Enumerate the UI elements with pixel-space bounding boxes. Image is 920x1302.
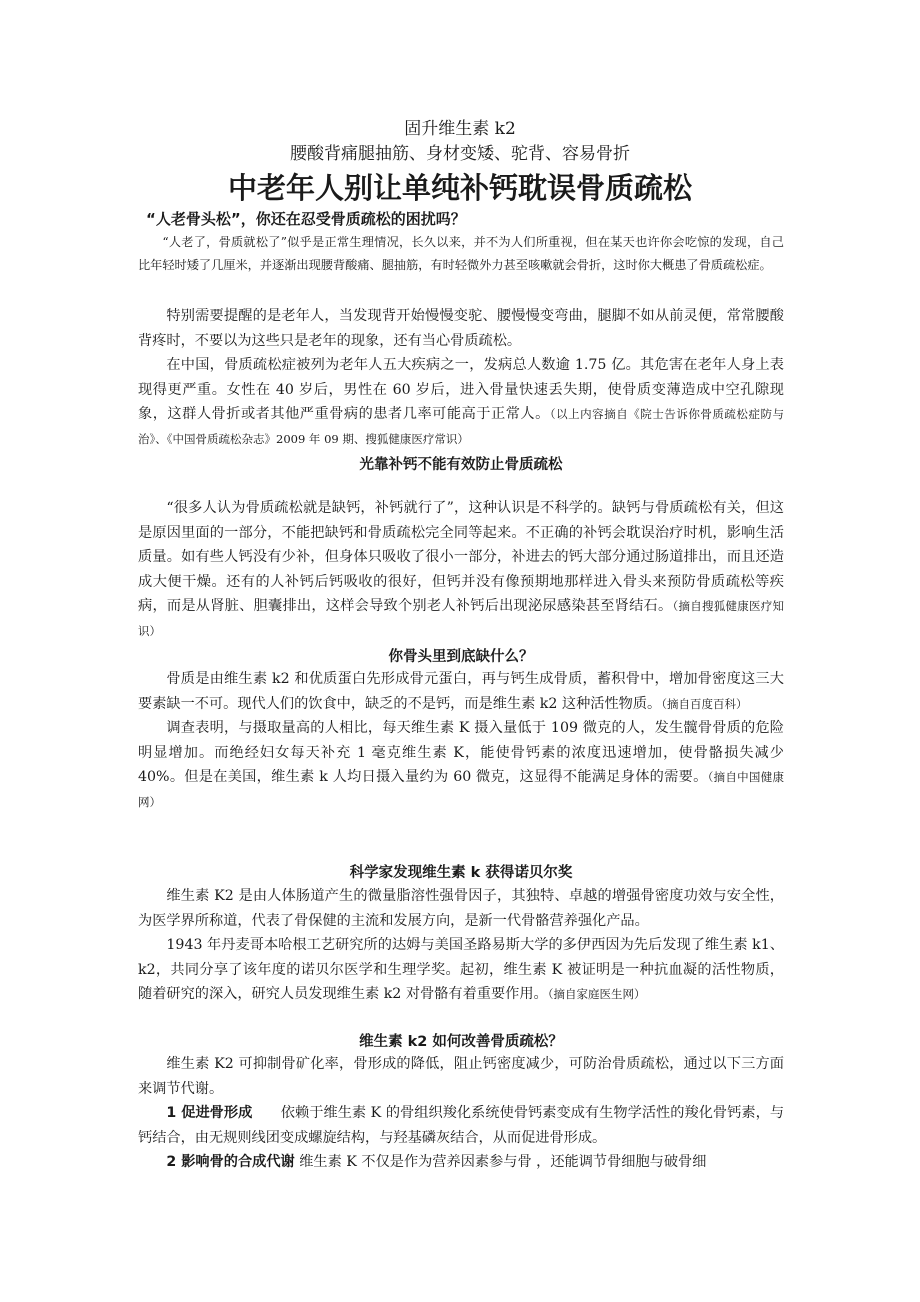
- section3-paragraph-2-text: 调查表明，与摄取量高的人相比，每天维生素 K 摄入量低于 109 微克的人，发生髋骨骨质的危险明显增加。而绝经妇女每天补充 1 毫克维生素 K，能使骨钙素的浓度迅速增加，使骨骼损失减少 40%。但是在美国，维生素 k 人均日摄入量约为 60 微克，这显得不能满足身体的需要。: [138, 720, 784, 785]
- section4-paragraph-1: 维生素 K2 是由人体肠道产生的微量脂溶性强骨因子，其独特、卓越的增强骨密度功效与安全性，为医学界所称道，代表了骨保健的主流和发展方向，是新一代骨骼营养强化产品。: [138, 888, 784, 929]
- section5-item-1-text: 依赖于维生素 K 的骨组织羧化系统使骨钙素变成有生物学活性的羧化骨钙素，与钙结合，由无规则线团变成螺旋结构，与羟基磷灰结合，从而促进骨形成。: [138, 1105, 785, 1146]
- section5-item-1-lead: 1 促进骨形成: [166, 1105, 253, 1121]
- section3-paragraph-2: [138, 716, 784, 814]
- section2-citation: （摘自搜狐健康医疗知识）: [138, 599, 784, 638]
- section2-paragraph-1-text: “很多人认为骨质疏松就是缺钙，补钙就行了”，这种认识是不科学的。缺钙与骨质疏松有关，但这是原因里面的一部分，不能把缺钙和骨质疏松完全同等起来。不正确的补钙会耽误治疗时机，影响生活质量。如有些人钙没有少补，但身体只吸收了很小一部分，补进去的钙大部分通过肠道排出，而且还造成大便干燥。还有的人补钙后钙吸收的很好，但钙并没有像预期地那样进入骨头来预防骨质疏松等疾病，而是从肾脏、胆囊排出，这样会导致个别老人补钙后出现泌尿感染甚至肾结石。: [138, 500, 784, 614]
- section1-heading: “人老骨头松”，你还在忍受骨质疏松的困扰吗？: [146, 210, 466, 228]
- section1-paragraph-3: [138, 353, 784, 451]
- symptom-subtitle: 腰酸背痛腿抽筋、身材变矮、驼背、容易骨折: [290, 144, 630, 164]
- section4-paragraph-2-text: 1943 年丹麦哥本哈根工艺研究所的达姆与美国圣路易斯大学的多伊西因为先后发现了维生素 k1、k2，共同分享了该年度的诺贝尔医学和生理学奖。起初，维生素 K 被证明是一种抗血凝的活性物质，随着研究的深入，研究人员发现维生素 k2 对骨骼有着重要作用。: [138, 937, 784, 1002]
- section3-body: [138, 667, 784, 814]
- section2-body: [138, 496, 784, 643]
- section5-item-2-text: 维生素 K 不仅是作为营养因素参与骨 ，还能调节骨细胞与破骨细: [294, 1154, 707, 1170]
- product-name: 固升维生素 k2: [404, 119, 516, 139]
- section1-heading-wrap: [146, 208, 792, 229]
- section3-paragraph-1-text: 骨质是由维生素 k2 和优质蛋白先形成骨元蛋白，再与钙生成骨质，蓄积骨中，增加骨密度这三大要素缺一不可。现代人们的饮食中，缺乏的不是钙，而是维生素 k2 这种活性物质。: [138, 671, 784, 712]
- section5-item-2: [138, 1150, 784, 1175]
- section1-paragraph-1: “人老了，骨质就松了”似乎是正常生理情况，长久以来，并不为人们所重视，但在某天也许你会吃惊的发现，自己比年轻时矮了几厘米，并逐渐出现腰背酸痛、腿抽筋，有时轻微外力甚至咳嗽就会骨折，这时你大概患了骨质疏松症。: [138, 235, 784, 272]
- section1-body: [138, 304, 784, 451]
- section1-citation: （以上内容摘自《院士告诉你骨质疏松症防与治》、《中国骨质疏松杂志》2009 年 09 期、搜狐健康医疗常识）: [138, 407, 784, 446]
- section3-citation-2: （摘自中国健康网）: [138, 770, 784, 809]
- section5-item-1: [138, 1101, 784, 1150]
- section1-paragraph-2: 特别需要提醒的是老年人，当发现背开始慢慢变驼、腰慢慢变弯曲，腿脚不如从前灵便，常常腰酸背疼时，不要以为这些只是老年的现象，还有当心骨质疏松。: [138, 308, 784, 349]
- section4-body: [138, 884, 784, 1007]
- page-title: 中老年人别让单纯补钙耽误骨质疏松: [227, 171, 692, 205]
- section4-heading: 科学家发现维生素 k 获得诺贝尔奖: [349, 865, 573, 881]
- section5-paragraph-1: 维生素 K2 可抑制骨矿化率，骨形成的降低，阻止钙密度减少，可防治骨质疏松，通过以下三方面来调节代谢。: [138, 1056, 784, 1097]
- section2-heading: 光靠补钙不能有效防止骨质疏松: [359, 457, 563, 473]
- section5-heading: 维生素 k2 如何改善骨质疏松？: [359, 1034, 563, 1050]
- section2-paragraph-1: [138, 496, 784, 643]
- section5-item-2-lead: 2 影响骨的合成代谢: [166, 1154, 295, 1170]
- section5-body: [138, 1052, 784, 1175]
- section3-heading: 你骨头里到底缺什么？: [388, 649, 534, 665]
- section3-paragraph-1: [138, 667, 784, 716]
- section4-paragraph-2: [138, 933, 784, 1007]
- section4-citation: （摘自家庭医生网）: [547, 987, 646, 1001]
- section1-quote-paragraph: [138, 231, 784, 277]
- section1-paragraph-3-text: 在中国，骨质疏松症被列为老年人五大疾病之一，发病总人数逾 1.75 亿。其危害在老年人身上表现得更严重。女性在 40 岁后，男性在 60 岁后，进入骨量快速丢失期，使骨质变薄造成中空孔隙现象，这群人骨折或者其他严重骨病的患者几率可能高于正常人。: [138, 357, 784, 422]
- section3-citation-1: （摘自百度百科）: [661, 696, 748, 711]
